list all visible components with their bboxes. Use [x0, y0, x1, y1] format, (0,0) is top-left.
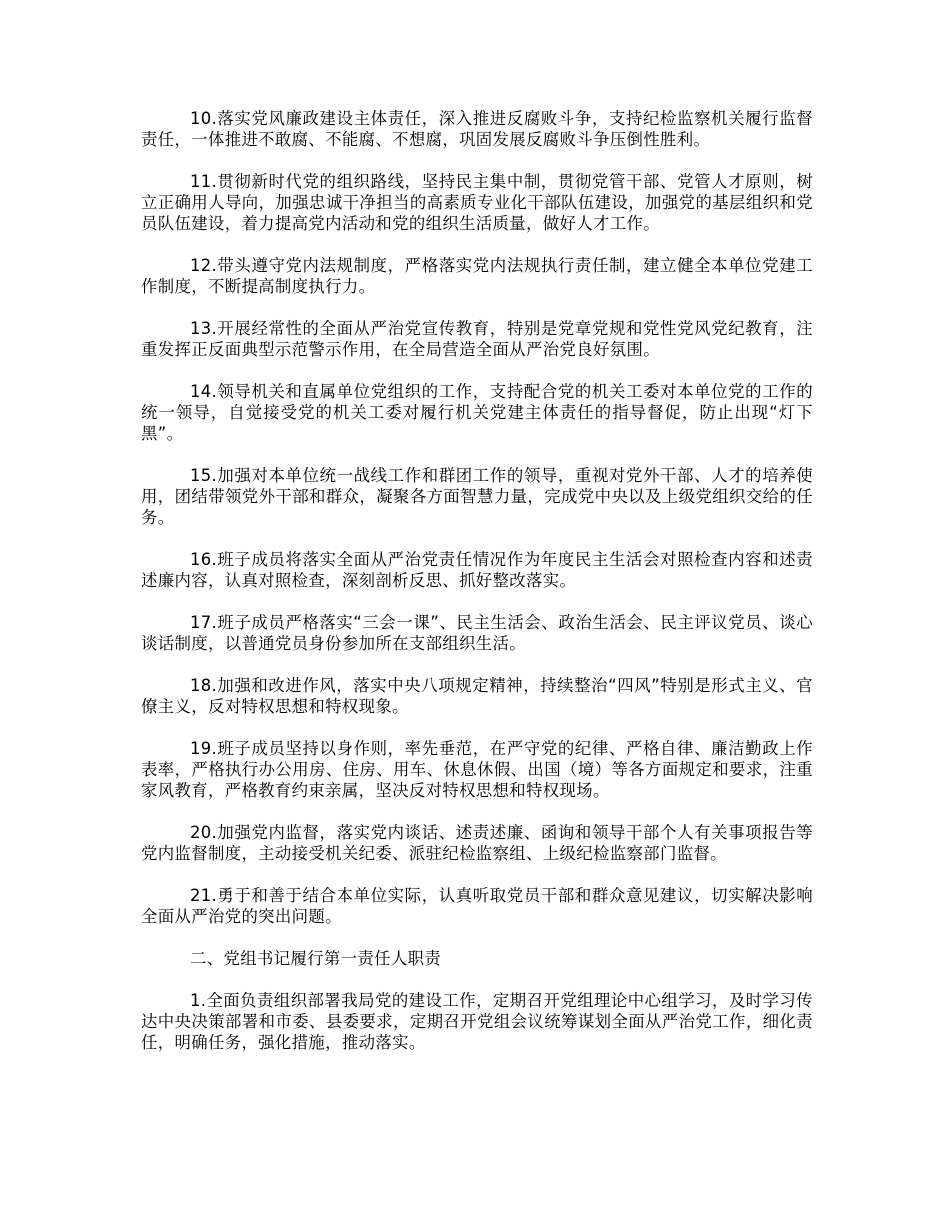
paragraph-item-18: 18.加强和改进作风，落实中央八项规定精神，持续整治“四风”特别是形式主义、官僚主义，反对特权思想和特权现象。 [141, 676, 813, 716]
paragraph-item-15: 15.加强对本单位统一战线工作和群团工作的领导，重视对党外干部、人才的培养使用，团结带领党外干部和群众，凝聚各方面智慧力量，完成党中央以及上级党组织交给的任务。 [141, 466, 813, 527]
paragraph-item-20: 20.加强党内监督，落实党内谈话、述责述廉、函询和领导干部个人有关事项报告等党内监督制度，主动接受机关纪委、派驻纪检监察组、上级纪检监察部门监督。 [141, 823, 813, 863]
paragraph-item-17: 17.班子成员严格落实“三会一课”、民主生活会、政治生活会、民主评议党员、谈心谈话制度，以普通党员身份参加所在支部组织生活。 [141, 613, 813, 653]
paragraph-item-19: 19.班子成员坚持以身作则，率先垂范，在严守党的纪律、严格自律、廉洁勤政上作表率，严格执行办公用房、住房、用车、休息休假、出国（境）等各方面规定和要求，注重家风教育，严格教育约束亲属，坚决反对特权思想和特权现场。 [141, 739, 813, 800]
paragraph-item-12: 12.带头遵守党内法规制度，严格落实党内法规执行责任制，建立健全本单位党建工作制度，不断提高制度执行力。 [141, 256, 813, 296]
paragraph-item-13: 13.开展经常性的全面从严治党宣传教育，特别是党章党规和党性党风党纪教育，注重发挥正反面典型示范警示作用，在全局营造全面从严治党良好氛围。 [141, 319, 813, 359]
paragraph-item-14: 14.领导机关和直属单位党组织的工作，支持配合党的机关工委对本单位党的工作的统一领导，自觉接受党的机关工委对履行机关党建主体责任的指导督促，防止出现“灯下黑”。 [141, 382, 813, 443]
paragraph-item-16: 16.班子成员将落实全面从严治党责任情况作为年度民主生活会对照检查内容和述责述廉内容，认真对照检查，深刻剖析反思、抓好整改落实。 [141, 550, 813, 590]
document-page [141, 108, 813, 1074]
section-heading: 二、党组书记履行第一责任人职责 [190, 949, 442, 968]
paragraph-item-10: 10.落实党风廉政建设主体责任，深入推进反腐败斗争，支持纪检监察机关履行监督责任，一体推进不敢腐、不能腐、不想腐，巩固发展反腐败斗争压倒性胜利。 [141, 109, 813, 149]
paragraph-item-21: 21.勇于和善于结合本单位实际，认真听取党员干部和群众意见建议，切实解决影响全面从严治党的突出问题。 [141, 886, 813, 926]
paragraph-item-11: 11.贯彻新时代党的组织路线，坚持民主集中制，贯彻党管干部、党管人才原则，树立正确用人导向，加强忠诚干净担当的高素质专业化干部队伍建设，加强党的基层组织和党员队伍建设，着力提高党内活动和党的组织生活质量，做好人才工作。 [141, 172, 813, 233]
paragraph-item-1: 1.全面负责组织部署我局党的建设工作，定期召开党组理论中心组学习，及时学习传达中央决策部署和市委、县委要求，定期召开党组会议统筹谋划全面从严治党工作，细化责任，明确任务，强化措施，推动落实。 [141, 991, 813, 1052]
